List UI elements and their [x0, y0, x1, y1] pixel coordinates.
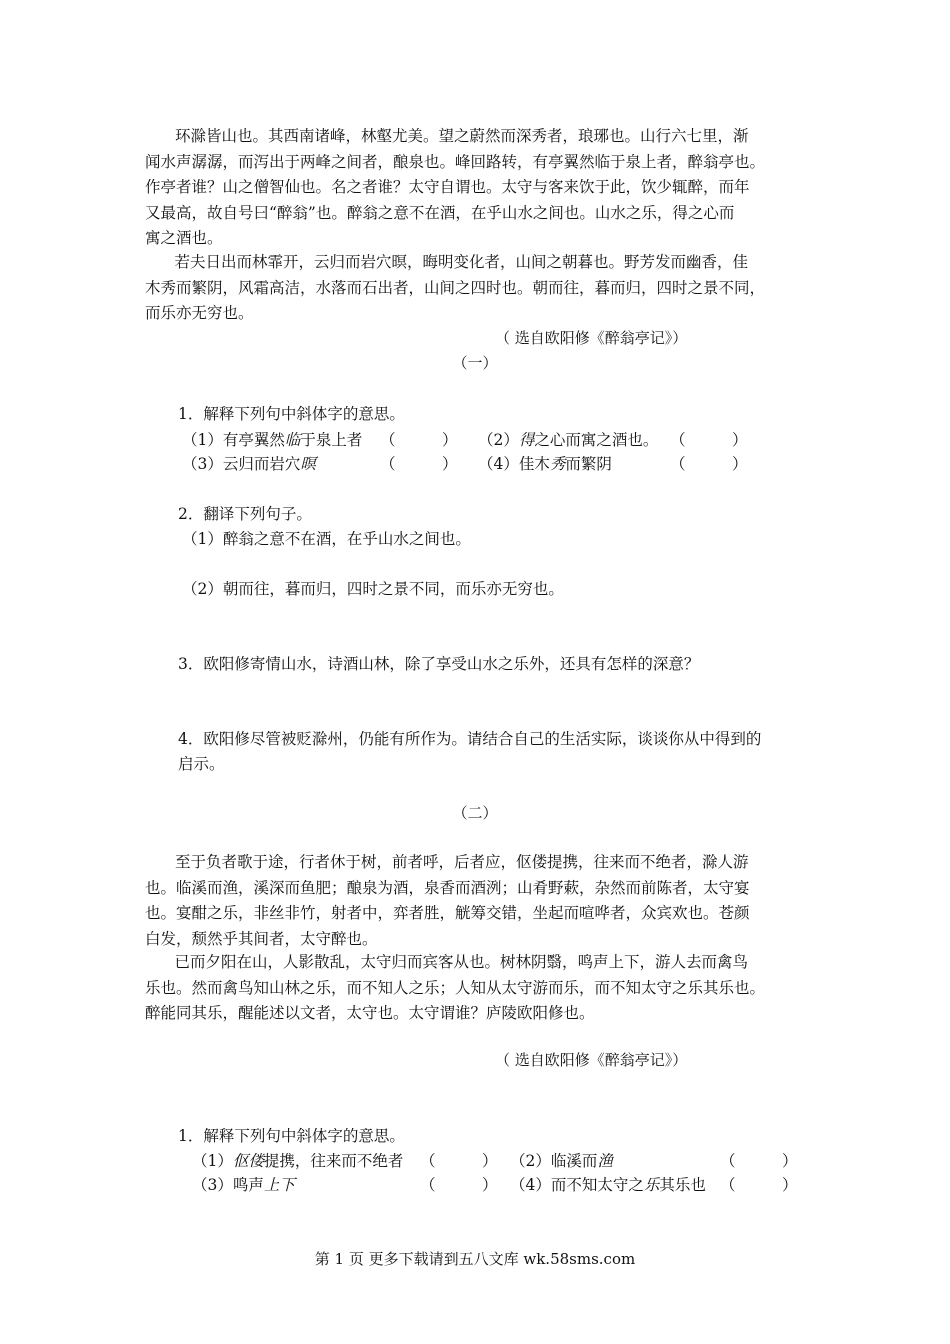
- text-line: 乐也。然而禽鸟知山林之乐，而不知人之乐；人知从太守游而乐，而不知太守之乐其乐也。: [145, 978, 766, 997]
- item-post: 其乐也: [659, 1176, 706, 1194]
- item-pre: （2）临溪而: [510, 1152, 598, 1170]
- passage1-paragraph1: [145, 124, 809, 252]
- s1-q3: 3．欧阳修寄情山水，诗酒山林，除了享受山水之乐外，还具有怎样的深意？: [178, 655, 700, 673]
- s2-q1-item3: [192, 1173, 295, 1195]
- s1-q1-item1: [182, 428, 362, 450]
- s2-q1-title: 1．解释下列句中斜体字的意思。: [178, 1127, 405, 1145]
- s1-q2-item2: （2）朝而往，暮而归，四时之景不同，而乐亦无穷也。: [182, 580, 564, 598]
- s1-q1-item3: [182, 452, 316, 474]
- item-pre: （4）佳木: [478, 455, 550, 473]
- s2-q1-item1: [192, 1149, 403, 1171]
- passage2-paragraph1: [145, 850, 809, 952]
- s1-q1-blank3: （ ）: [380, 455, 458, 473]
- s1-q2-item1: （1）醉翁之意不在酒，在乎山水之间也。: [182, 530, 471, 548]
- italic-word: 上下: [263, 1176, 295, 1194]
- s1-q1-blank4: （ ）: [670, 455, 748, 473]
- text-line: 闻水声潺潺，而泻出于两峰之间者，酿泉也。峰回路转，有亭翼然临于泉上者，醉翁亭也。: [145, 152, 766, 171]
- item-post: 而繁阴: [565, 455, 612, 473]
- text-line: 也。宴酣之乐，非丝非竹，射者中，弈者胜，觥筹交错，坐起而喧哗者，众宾欢也。苍颜: [145, 904, 750, 923]
- item-pre: （1）: [192, 1152, 233, 1170]
- passage1-paragraph2: [145, 250, 809, 327]
- text-line: 若夫日出而林霏开，云归而岩穴暝，晦明变化者，山间之朝暮也。野芳发而幽香，佳: [159, 253, 749, 271]
- page-footer: 第 1 页 更多下载请到五八文库 wk.58sms.com: [314, 1250, 636, 1268]
- italic-word: 暝: [300, 455, 316, 473]
- s2-q1-blank4: （ ）: [720, 1176, 798, 1194]
- item-pre: （2）: [478, 431, 519, 449]
- s1-q1-item2: [478, 428, 658, 450]
- s1-q1-blank2: （ ）: [670, 431, 748, 449]
- section2-label: （二）: [452, 804, 498, 822]
- item-pre: （1）有亭翼然: [182, 431, 285, 449]
- s2-q1-item4: [510, 1173, 706, 1195]
- s2-q1-blank2: （ ）: [720, 1152, 798, 1170]
- item-post: 提携，往来而不绝者: [263, 1152, 404, 1170]
- italic-word: 得: [518, 431, 535, 449]
- item-post: 于泉上者: [300, 431, 363, 449]
- item-post: 之心而寓之酒也。: [534, 431, 659, 449]
- text-line: 木秀而繁阴，风霜高洁，水落而石出者，山间之四时也。朝而往，暮而归，四时之景不同，: [145, 278, 766, 297]
- s1-q2-title: 2．翻译下列句子。: [178, 505, 312, 523]
- s1-q1-blank1: （ ）: [380, 431, 458, 449]
- s2-q1-blank3: （ ）: [420, 1176, 498, 1194]
- text-line: 白发，颓然乎其间者，太守醉也。: [145, 929, 378, 948]
- s1-q1-title: 1．解释下列句中斜体字的意思。: [178, 405, 405, 423]
- item-pre: （3）鸣声: [192, 1176, 264, 1194]
- italic-word: 伛偻: [232, 1152, 264, 1170]
- italic-word: 渔: [597, 1152, 613, 1170]
- text-line: 也。临溪而渔，溪深而鱼肥；酿泉为酒，泉香而酒洌；山肴野蔌，杂然而前陈者，太守宴: [145, 878, 750, 897]
- s1-q1-item4: [478, 452, 612, 474]
- italic-word: 乐: [643, 1176, 660, 1194]
- text-line: 环滁皆山也。其西南诸峰，林壑尤美。望之蔚然而深秀者，琅琊也。山行六七里，渐: [175, 127, 749, 145]
- s1-q4-line2: 启示。: [178, 755, 225, 773]
- passage2-source: （ 选自欧阳修《醉翁亭记》）: [495, 1051, 688, 1069]
- text-line: 至于负者歌于途，行者休于树，前者呼，后者应，伛偻提携，往来而不绝者，滁人游: [175, 853, 749, 871]
- passage1-source: （ 选自欧阳修《醉翁亭记》）: [495, 329, 688, 347]
- s1-q4-line1: 4．欧阳修尽管被贬滁州，仍能有所作为。请结合自己的生活实际，谈谈你从中得到的: [178, 730, 762, 748]
- section1-label: （一）: [452, 354, 498, 372]
- italic-word: 临: [284, 431, 301, 449]
- s2-q1-blank1: （ ）: [420, 1152, 498, 1170]
- s2-q1-item2: [510, 1149, 613, 1171]
- text-line: 寓之酒也。: [145, 229, 223, 248]
- passage2-paragraph2: [145, 950, 809, 1027]
- text-line: 又最高，故自号曰“醉翁”也。醉翁之意不在酒，在乎山水之间也。山水之乐，得之心而: [145, 203, 735, 222]
- text-line: 醉能同其乐，醒能述以文者，太守也。太守谓谁？庐陵欧阳修也。: [145, 1004, 595, 1023]
- item-pre: （3）云归而岩穴: [182, 455, 301, 473]
- text-line: 作亭者谁？山之僧智仙也。名之者谁？太守自谓也。太守与客来饮于此，饮少辄醉，而年: [145, 178, 750, 197]
- text-line: 已而夕阳在山，人影散乱，太守归而宾客从也。树林阴翳，鸣声上下，游人去而禽鸟: [159, 953, 749, 971]
- italic-word: 秀: [549, 455, 566, 473]
- text-line: 而乐亦无穷也。: [145, 304, 254, 323]
- item-pre: （4）而不知太守之: [510, 1176, 644, 1194]
